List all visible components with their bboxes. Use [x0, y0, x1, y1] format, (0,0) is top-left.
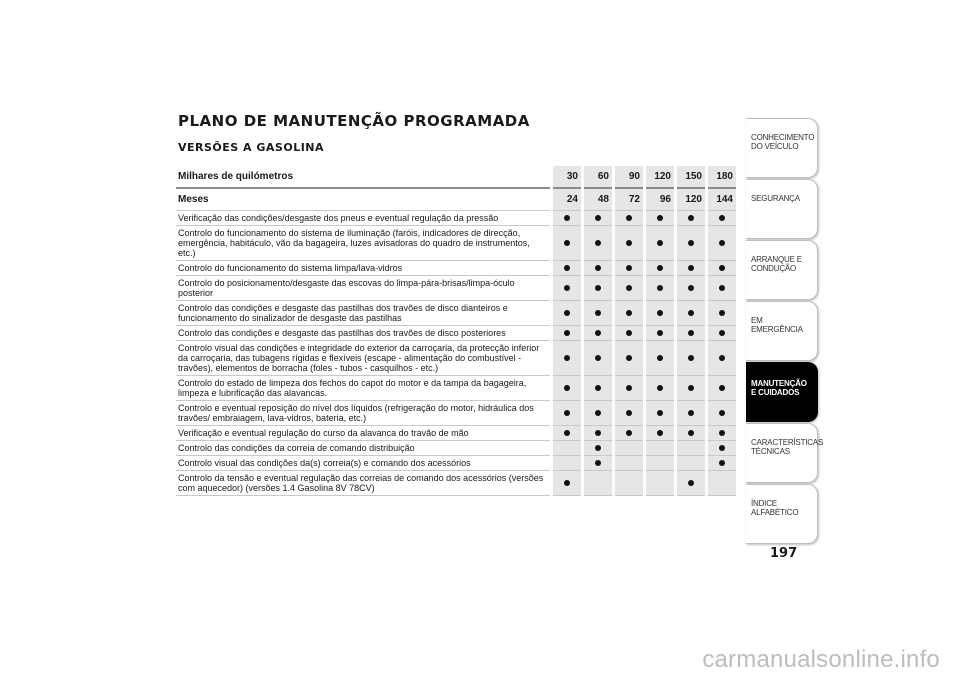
operation-description: Controlo das condições e desgaste das pastilhas dos travões de disco posteriores: [176, 326, 550, 341]
header-label: Milhares de quilómetros: [176, 166, 550, 188]
bullet-dot-icon: [688, 430, 694, 436]
operation-description: Controlo visual das condições da(s) correia(s) e comando dos acessórios: [176, 456, 550, 471]
page-title: PLANO DE MANUTENÇÃO PROGRAMADA: [178, 112, 530, 130]
bullet-dot-icon: [688, 240, 694, 246]
interval-cell: [708, 211, 736, 226]
interval-cell: [646, 261, 674, 276]
interval-cell: [615, 211, 643, 226]
bullet-dot-icon: [657, 355, 663, 361]
interval-cell: [584, 226, 612, 261]
interval-cell: [615, 401, 643, 426]
bullet-dot-icon: [688, 265, 694, 271]
bullet-dot-icon: [626, 430, 632, 436]
interval-cell: [553, 441, 581, 456]
operation-description: Controlo e eventual reposição do nível dos líquidos (refrigeração do motor, hidráulica dos travões/ embraiagem, lava-vidros, bateria, etc.): [176, 401, 550, 426]
sidebar-tab-6[interactable]: CARACTERÍSTICAS TÉCNICAS: [746, 423, 818, 483]
table-row: [176, 226, 736, 261]
interval-cell: [615, 456, 643, 471]
header-value: 72: [615, 188, 643, 211]
bullet-dot-icon: [595, 285, 601, 291]
bullet-dot-icon: [564, 385, 570, 391]
interval-cell: [646, 276, 674, 301]
bullet-dot-icon: [626, 355, 632, 361]
interval-cell: [615, 471, 643, 496]
interval-cell: [677, 301, 705, 326]
bullet-dot-icon: [564, 240, 570, 246]
interval-cell: [615, 301, 643, 326]
interval-cell: [677, 326, 705, 341]
bullet-dot-icon: [595, 265, 601, 271]
interval-cell: [553, 211, 581, 226]
header-value: 60: [584, 166, 612, 188]
interval-cell: [677, 441, 705, 456]
interval-cell: [615, 276, 643, 301]
interval-cell: [677, 376, 705, 401]
bullet-dot-icon: [719, 310, 725, 316]
table-row: [176, 341, 736, 376]
interval-cell: [553, 471, 581, 496]
watermark: carmanualsonline.info: [702, 646, 940, 673]
interval-cell: [708, 301, 736, 326]
bullet-dot-icon: [688, 410, 694, 416]
bullet-dot-icon: [626, 385, 632, 391]
interval-cell: [615, 226, 643, 261]
interval-cell: [677, 401, 705, 426]
header-value: 48: [584, 188, 612, 211]
bullet-dot-icon: [657, 285, 663, 291]
bullet-dot-icon: [595, 410, 601, 416]
header-value: 180: [708, 166, 736, 188]
page-number: 197: [770, 546, 798, 561]
table-row: [176, 471, 736, 496]
header-label: Meses: [176, 188, 550, 211]
table-row: [176, 441, 736, 456]
interval-cell: [677, 261, 705, 276]
sidebar-tab-5[interactable]: MANUTENÇÃO E CUIDADOS: [746, 362, 818, 422]
interval-cell: [646, 301, 674, 326]
interval-cell: [584, 456, 612, 471]
bullet-dot-icon: [657, 330, 663, 336]
operation-description: Controlo das condições da correia de comando distribuição: [176, 441, 550, 456]
interval-cell: [584, 426, 612, 441]
interval-cell: [553, 401, 581, 426]
bullet-dot-icon: [595, 215, 601, 221]
header-value: 96: [646, 188, 674, 211]
interval-cell: [677, 471, 705, 496]
interval-cell: [553, 376, 581, 401]
interval-cell: [584, 441, 612, 456]
bullet-dot-icon: [719, 330, 725, 336]
interval-cell: [584, 276, 612, 301]
interval-cell: [677, 226, 705, 261]
bullet-dot-icon: [719, 460, 725, 466]
operation-description: Controlo das condições e desgaste das pastilhas dos travões de disco dianteiros e funcionamento do sinalizador de desgaste das pastilhas: [176, 301, 550, 326]
header-row-km: [176, 166, 736, 188]
operation-description: Controlo do funcionamento do sistema de iluminação (faróis, indicadores de direcção, emergência, habitáculo, vão da bagageira, luzes avisadoras do quadro de instrumentos, etc.): [176, 226, 550, 261]
bullet-dot-icon: [688, 310, 694, 316]
bullet-dot-icon: [564, 355, 570, 361]
table-row: [176, 276, 736, 301]
interval-cell: [708, 276, 736, 301]
bullet-dot-icon: [595, 355, 601, 361]
bullet-dot-icon: [719, 285, 725, 291]
interval-cell: [646, 401, 674, 426]
interval-cell: [646, 456, 674, 471]
bullet-dot-icon: [719, 410, 725, 416]
interval-cell: [646, 376, 674, 401]
sidebar-tab-4[interactable]: EM EMERGÊNCIA: [746, 301, 818, 361]
interval-cell: [553, 326, 581, 341]
bullet-dot-icon: [595, 240, 601, 246]
operation-description: Verificação das condições/desgaste dos pneus e eventual regulação da pressão: [176, 211, 550, 226]
interval-cell: [584, 471, 612, 496]
bullet-dot-icon: [595, 445, 601, 451]
bullet-dot-icon: [688, 385, 694, 391]
bullet-dot-icon: [564, 285, 570, 291]
header-value: 120: [646, 166, 674, 188]
interval-cell: [677, 211, 705, 226]
bullet-dot-icon: [626, 265, 632, 271]
bullet-dot-icon: [657, 240, 663, 246]
bullet-dot-icon: [657, 215, 663, 221]
bullet-dot-icon: [626, 410, 632, 416]
interval-cell: [646, 441, 674, 456]
interval-cell: [646, 326, 674, 341]
interval-cell: [584, 301, 612, 326]
table-row: [176, 301, 736, 326]
interval-cell: [553, 226, 581, 261]
header-value: 24: [553, 188, 581, 211]
sidebar-tab-1[interactable]: CONHECIMENTO DO VEÍCULO: [746, 118, 818, 178]
interval-cell: [615, 376, 643, 401]
bullet-dot-icon: [626, 310, 632, 316]
interval-cell: [553, 261, 581, 276]
bullet-dot-icon: [595, 430, 601, 436]
bullet-dot-icon: [626, 215, 632, 221]
bullet-dot-icon: [688, 355, 694, 361]
bullet-dot-icon: [688, 330, 694, 336]
table-row: [176, 211, 736, 226]
interval-cell: [553, 426, 581, 441]
bullet-dot-icon: [657, 430, 663, 436]
bullet-dot-icon: [719, 445, 725, 451]
operation-description: Controlo do posicionamento/desgaste das escovas do limpa-pára-brisas/limpa-óculo posterior: [176, 276, 550, 301]
interval-cell: [708, 326, 736, 341]
bullet-dot-icon: [626, 285, 632, 291]
interval-cell: [553, 301, 581, 326]
interval-cell: [708, 226, 736, 261]
interval-cell: [553, 276, 581, 301]
interval-cell: [584, 376, 612, 401]
interval-cell: [646, 471, 674, 496]
header-value: 120: [677, 188, 705, 211]
header-value: 30: [553, 166, 581, 188]
bullet-dot-icon: [564, 265, 570, 271]
bullet-dot-icon: [564, 430, 570, 436]
table-row: [176, 376, 736, 401]
bullet-dot-icon: [719, 430, 725, 436]
section-subtitle: VERSÕES A GASOLINA: [178, 141, 325, 154]
bullet-dot-icon: [719, 355, 725, 361]
sidebar-tab-7[interactable]: ÍNDICE ALFABÉTICO: [746, 484, 818, 544]
header-row-months: [176, 188, 736, 211]
interval-cell: [584, 261, 612, 276]
header-value: 144: [708, 188, 736, 211]
bullet-dot-icon: [657, 265, 663, 271]
bullet-dot-icon: [595, 385, 601, 391]
interval-cell: [553, 456, 581, 471]
bullet-dot-icon: [657, 410, 663, 416]
interval-cell: [708, 471, 736, 496]
interval-cell: [553, 341, 581, 376]
interval-cell: [708, 376, 736, 401]
bullet-dot-icon: [564, 215, 570, 221]
bullet-dot-icon: [657, 310, 663, 316]
interval-cell: [708, 456, 736, 471]
operation-description: Verificação e eventual regulação do curso da alavanca do travão de mão: [176, 426, 550, 441]
interval-cell: [615, 261, 643, 276]
interval-cell: [708, 261, 736, 276]
bullet-dot-icon: [595, 330, 601, 336]
bullet-dot-icon: [564, 410, 570, 416]
operation-description: Controlo visual das condições e integridade do exterior da carroçaria, da protecção inferior da carroçaria, das tubagens rígidas e flexíveis (escape - alimentação do combustível - travões), elementos de borracha (foles - tubos - casquilhos - etc.): [176, 341, 550, 376]
interval-cell: [584, 341, 612, 376]
header-value: 150: [677, 166, 705, 188]
table-row: [176, 426, 736, 441]
bullet-dot-icon: [564, 310, 570, 316]
table-row: [176, 261, 736, 276]
bullet-dot-icon: [626, 330, 632, 336]
interval-cell: [615, 326, 643, 341]
interval-cell: [615, 341, 643, 376]
interval-cell: [708, 401, 736, 426]
bullet-dot-icon: [657, 385, 663, 391]
interval-cell: [584, 401, 612, 426]
chapter-sidebar: [746, 118, 824, 545]
table-row: [176, 326, 736, 341]
interval-cell: [677, 276, 705, 301]
interval-cell: [646, 226, 674, 261]
bullet-dot-icon: [595, 460, 601, 466]
bullet-dot-icon: [564, 330, 570, 336]
interval-cell: [584, 326, 612, 341]
bullet-dot-icon: [719, 240, 725, 246]
sidebar-tab-2[interactable]: SEGURANÇA: [746, 179, 818, 239]
bullet-dot-icon: [564, 480, 570, 486]
bullet-dot-icon: [688, 285, 694, 291]
bullet-dot-icon: [719, 385, 725, 391]
interval-cell: [615, 441, 643, 456]
interval-cell: [677, 456, 705, 471]
maintenance-schedule-table: [176, 166, 736, 496]
interval-cell: [677, 426, 705, 441]
interval-cell: [646, 341, 674, 376]
bullet-dot-icon: [595, 310, 601, 316]
interval-cell: [615, 426, 643, 441]
interval-cell: [677, 341, 705, 376]
table-row: [176, 401, 736, 426]
bullet-dot-icon: [688, 215, 694, 221]
bullet-dot-icon: [688, 480, 694, 486]
interval-cell: [646, 426, 674, 441]
interval-cell: [708, 441, 736, 456]
bullet-dot-icon: [719, 265, 725, 271]
bullet-dot-icon: [719, 215, 725, 221]
sidebar-tab-3[interactable]: ARRANQUE E CONDUÇÃO: [746, 240, 818, 300]
interval-cell: [708, 341, 736, 376]
interval-cell: [708, 426, 736, 441]
bullet-dot-icon: [626, 240, 632, 246]
interval-cell: [584, 211, 612, 226]
header-value: 90: [615, 166, 643, 188]
operation-description: Controlo do estado de limpeza dos fechos do capot do motor e da tampa da bagageira, limpeza e lubrificação das alavancas.: [176, 376, 550, 401]
operation-description: Controlo do funcionamento do sistema limpa/lava-vidros: [176, 261, 550, 276]
table-row: [176, 456, 736, 471]
operation-description: Controlo da tensão e eventual regulação das correias de comando dos acessórios (versões com aquecedor) (versões 1.4 Gasolina 8V 78CV): [176, 471, 550, 496]
interval-cell: [646, 211, 674, 226]
